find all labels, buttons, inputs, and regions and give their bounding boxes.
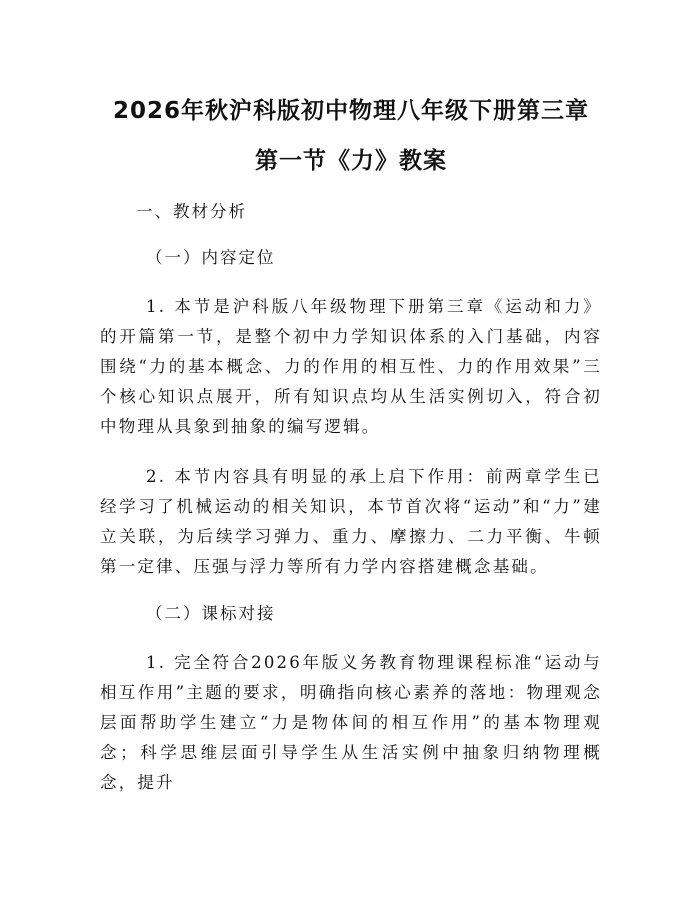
title-line-1: 2026年秋沪科版初中物理八年级下册第三章 bbox=[112, 98, 589, 124]
paragraph-content-1: 1. 本节是沪科版八年级物理下册第三章《运动和力》的开篇第一节，是整个初中力学知识体系的入门基础，内容围绕“力的基本概念、力的作用的相互性、力的作用效果”三个核心知识点展开，所有知识点均从生活实例切入，符合初中物理从具象到抽象的编写逻辑。 bbox=[100, 297, 602, 436]
paragraph-curriculum-1: 1. 完全符合2026年版义务教育物理课程标准“运动与相互作用”主题的要求，明确指向核心素养的落地：物理观念层面帮助学生建立“力是物体间的相互作用”的基本物理观念；科学思维层面引导学生从生活实例中抽象归纳物理概念，提升 bbox=[100, 653, 602, 792]
subsection-heading-curriculum-alignment: （二）课标对接 bbox=[146, 604, 276, 623]
subsection-heading-content-positioning: （一）内容定位 bbox=[146, 248, 276, 267]
paragraph-content-2: 2. 本节内容具有明显的承上启下作用：前两章学生已经学习了机械运动的相关知识，本节首次将“运动”和“力”建立关联，为后续学习弹力、重力、摩擦力、二力平衡、牛顿第一定律、压强与浮力等所有力学内容搭建概念基础。 bbox=[100, 467, 602, 576]
section-heading-textbook-analysis: 一、教材分析 bbox=[136, 202, 247, 221]
document-title bbox=[100, 86, 602, 186]
title-line-2: 第一节《力》教案 bbox=[255, 148, 447, 174]
